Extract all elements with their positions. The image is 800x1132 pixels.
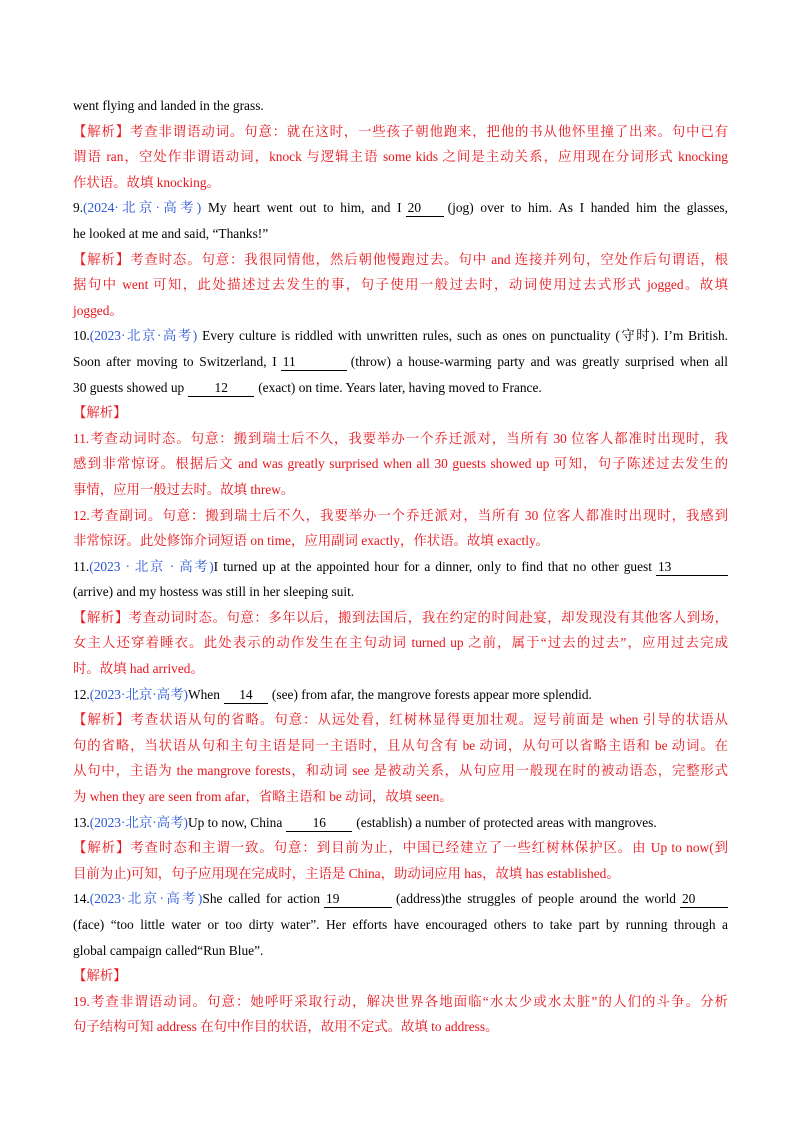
- analysis-line: 女主人还穿着睡衣。此处表示的动作发生在主句动词 turned up 之前，属于“过去的过去”，应用过去完成: [73, 635, 728, 651]
- question-text: (see) from afar, the mangrove forests appear more splendid.: [271, 686, 592, 702]
- answer-blank: 19: [324, 891, 392, 908]
- question-number: 14.: [73, 891, 90, 907]
- question-13: [73, 810, 728, 836]
- answer-blank: 11: [281, 354, 347, 371]
- analysis-line: 11.考查动词时态。句意：搬到瑞士后不久，我要举办一个乔迁派对，当所有 30 位客人都准时出现时，我: [73, 430, 728, 446]
- analysis-line: 从句中，主语为 the mangrove forests，和动词 see 是被动关系，从句应用一般现在时的被动语态，完整形式: [73, 763, 728, 779]
- analysis-line: 19.考查非谓语动词。句意：她呼吁采取行动，解决世界各地面临“水太少或水太脏”的人们的斗争。分析: [73, 993, 728, 1009]
- question-source: (2024·北京·高考): [83, 200, 202, 216]
- question-text: Up to now, China: [187, 814, 283, 830]
- question-source: (2023·北京·高考): [89, 328, 198, 344]
- question-number: 10.: [73, 328, 90, 344]
- question-text: [73, 375, 728, 401]
- analysis-line: 事情，应用一般过去时。故填 threw。: [73, 481, 295, 497]
- analysis-line: 【解析】考查时态。句意：我很同情他，然后朝他慢跑过去。句中 and 连接并列句，空处作后句谓语，根: [73, 251, 728, 267]
- answer-blank: 20: [680, 891, 728, 908]
- analysis-line: 12.考查副词。句意：搬到瑞士后不久，我要举办一个乔迁派对，当所有 30 位客人都准时出现时，我感到: [73, 507, 728, 523]
- analysis-line: 非常惊讶。此处修饰介词短语 on time，应用副词 exactly，作状语。故填 exactly。: [73, 533, 550, 549]
- question-text: (establish) a number of protected areas with mangroves.: [356, 814, 657, 830]
- analysis-line: 感到非常惊讶。根据后文 and was greatly surprised when all 30 guests showed up 可知，句子陈述过去发生的: [73, 456, 728, 472]
- question-text: (throw) a house-warming party and was greatly surprised when all: [350, 353, 728, 369]
- question-10: [73, 323, 728, 349]
- answer-blank: 20: [406, 200, 444, 217]
- question-text: (exact) on time. Years later, having moved to France.: [258, 379, 542, 395]
- question-text: (face) “too little water or too dirty water”. Her efforts have encouraged others to take part by running through a: [73, 917, 728, 932]
- analysis-line: 时。故填 had arrived。: [73, 661, 204, 677]
- question-9: [73, 195, 728, 221]
- question-text: Every culture is riddled with unwritten rules, such as ones on punctuality (守时). I’m British.: [202, 328, 728, 344]
- question-number: 12.: [73, 686, 90, 702]
- text-line: went flying and landed in the grass.: [73, 98, 264, 113]
- analysis-heading: 【解析】: [73, 405, 127, 421]
- analysis-line: 据句中 went 可知，此处描述过去发生的事，句子使用一般过去时，动词使用过去式形式 jogged。故填: [73, 277, 728, 293]
- question-text: global campaign called“Run Blue”.: [73, 942, 264, 958]
- question-text: [73, 349, 728, 375]
- question-text: She called for action: [202, 891, 321, 907]
- question-14: [73, 886, 728, 912]
- question-source: (2023·北京·高考): [89, 891, 203, 907]
- analysis-line: 句的省略，当状语从句和主句主语是同一主语时，且从句含有 be 动词，从句可以省略主语和 be 动词。在: [73, 737, 728, 753]
- question-number: 11.: [73, 558, 90, 574]
- analysis-heading: 【解析】: [73, 968, 127, 984]
- answer-blank: 13: [656, 559, 728, 576]
- question-source: (2023·北京·高考): [89, 814, 188, 830]
- question-text: (jog) over to him. As I handed him the glasses,: [447, 200, 728, 216]
- question-text: I turned up at the appointed hour for a dinner, only to find that no other guest: [213, 558, 652, 574]
- analysis-line: 作状语。故填 knocking。: [73, 174, 220, 190]
- answer-blank: 16: [286, 815, 352, 832]
- question-text: he looked at me and said, “Thanks!”: [73, 225, 269, 241]
- analysis-line: 句子结构可知 address 在句中作目的状语，故用不定式。故填 to address。: [73, 1019, 499, 1035]
- document-page: [73, 93, 728, 1040]
- question-11: [73, 554, 728, 580]
- question-12: [73, 682, 728, 708]
- analysis-line: 谓语 ran，空处作非谓语动词，knock 与逻辑主语 some kids 之间是主动关系，应用现在分词形式 knocking: [73, 149, 728, 165]
- question-text: (address)the struggles of people around the world: [396, 891, 676, 907]
- question-text: (arrive) and my hostess was still in her sleeping suit.: [73, 584, 355, 600]
- analysis-line: 【解析】考查非谓语动词。句意：就在这时，一些孩子朝他跑来，把他的书从他怀里撞了出来。句中已有: [73, 123, 728, 139]
- question-text: 30 guests showed up: [73, 379, 185, 395]
- question-text: My heart went out to him, and I: [207, 200, 402, 216]
- question-source: (2023·北京·高考): [89, 686, 188, 702]
- question-number: 13.: [73, 814, 90, 830]
- question-source: (2023 · 北京 · 高考): [89, 558, 214, 574]
- analysis-line: 【解析】考查动词时态。句意：多年以后，搬到法国后，我在约定的时间赴宴，却发现没有其他客人到场，: [73, 609, 728, 625]
- analysis-line: 【解析】考查状语从句的省略。句意：从远处看，红树林显得更加壮观。逗号前面是 when 引导的状语从: [73, 712, 728, 728]
- answer-blank: 14: [224, 687, 268, 704]
- answer-blank: 12: [188, 380, 254, 397]
- analysis-line: 目前为止)可知，句子应用现在完成时，主语是 China，助动词应用 has，故填 has established。: [73, 865, 620, 881]
- question-number: 9.: [73, 200, 84, 216]
- analysis-line: 为 when they are seen from afar，省略主语和 be 动词，故填 seen。: [73, 789, 453, 805]
- analysis-line: jogged。: [73, 302, 123, 318]
- question-text: When: [187, 686, 220, 702]
- analysis-line: 【解析】考查时态和主谓一致。句意：到目前为止，中国已经建立了一些红树林保护区。由 Up to now(到: [73, 840, 728, 856]
- question-text: Soon after moving to Switzerland, I: [73, 353, 277, 369]
